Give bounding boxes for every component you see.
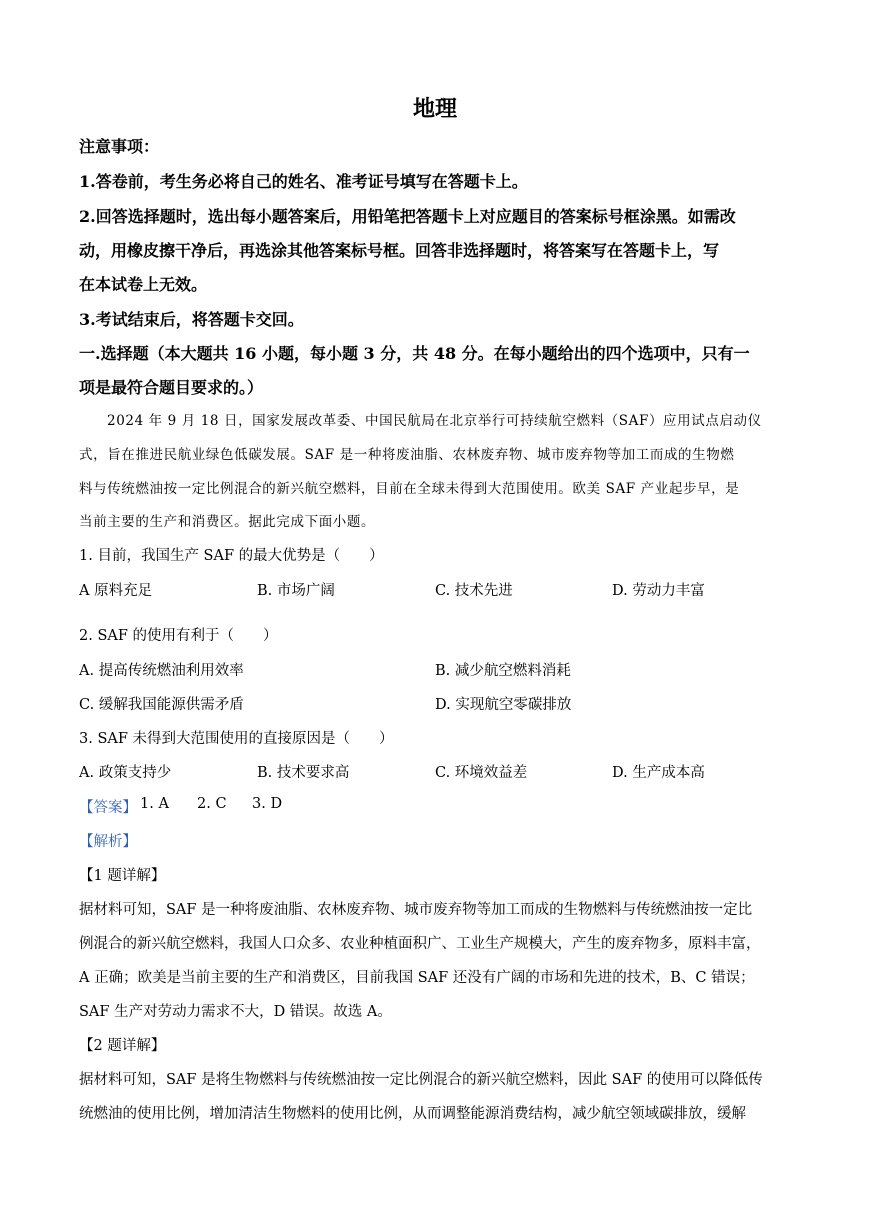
question-3-option-a: A. 政策支持少: [79, 765, 172, 781]
question-1-option-a: A 原料充足: [79, 583, 153, 599]
analysis-tag: 【解析】: [79, 834, 137, 850]
question-1-stem: 1. 目前，我国生产 SAF 的最大优势是（ ）: [79, 548, 384, 564]
passage-line: 料与传统燃油按一定比例混合的新兴航空燃料，目前在全球未得到大范围使用。欧美 SAF 产业起步早，是: [79, 481, 740, 497]
question-3-option-c: C. 环境效益差: [435, 765, 528, 781]
question-2-option-a: A. 提高传统燃油利用效率: [79, 663, 244, 679]
q2-analysis-heading: 【2 题详解】: [79, 1038, 166, 1054]
answer-tag: 【答案】: [79, 800, 137, 816]
notice-item-2-cont: 动，用橡皮擦干净后，再选涂其他答案标号框。回答非选择题时，将答案写在答题卡上，写: [79, 241, 720, 260]
q2-analysis-line: 统燃油的使用比例，增加清洁生物燃料的使用比例，从而调整能源消费结构，减少航空领域碳排放，缓解: [79, 1106, 746, 1122]
notice-item-1: 1.答卷前，考生务必将自己的姓名、准考证号填写在答题卡上。: [79, 172, 528, 191]
passage-line: 式，旨在推进民航业绿色低碳发展。SAF 是一种将废油脂、农林废弃物、城市废弃物等加工而成的生物燃: [79, 447, 735, 463]
q1-analysis-line: 据材料可知，SAF 是一种将废油脂、农林废弃物、城市废弃物等加工而成的生物燃料与传统燃油按一定比: [79, 902, 753, 918]
question-3-option-b: B. 技术要求高: [257, 765, 350, 781]
notice-item-2: 2.回答选择题时，选出每小题答案后，用铅笔把答题卡上对应题目的答案标号框涂黑。如需改: [79, 207, 736, 226]
question-1-option-d: D. 劳动力丰富: [612, 583, 705, 599]
answer-2: 2. C: [197, 796, 227, 812]
passage-line: 当前主要的生产和消费区。据此完成下面小题。: [79, 514, 376, 530]
page-title: 地理: [412, 96, 457, 122]
question-2-option-c: C. 缓解我国能源供需矛盾: [79, 697, 244, 713]
notice-item-2-cont: 在本试卷上无效。: [79, 275, 208, 294]
section-heading: 一.选择题（本大题共 16 小题，每小题 3 分，共 48 分。在每小题给出的四个选项中，只有一: [79, 344, 750, 363]
q1-analysis-heading: 【1 题详解】: [79, 868, 166, 884]
question-3-stem: 3. SAF 未得到大范围使用的直接原因是（ ）: [79, 731, 394, 747]
q2-analysis-line: 据材料可知，SAF 是将生物燃料与传统燃油按一定比例混合的新兴航空燃料，因此 SAF 的使用可以降低传: [79, 1072, 763, 1088]
q1-analysis-line: 例混合的新兴航空燃料，我国人口众多、农业种植面积广、工业生产规模大，产生的废弃物多，原料丰富，: [79, 936, 761, 952]
notice-heading: 注意事项：: [79, 137, 160, 156]
question-3-option-d: D. 生产成本高: [612, 765, 705, 781]
question-1-option-c: C. 技术先进: [435, 583, 513, 599]
question-2-option-b: B. 减少航空燃料消耗: [435, 663, 571, 679]
section-heading-cont: 项是最符合题目要求的。）: [79, 378, 264, 397]
question-2-stem: 2. SAF 的使用有利于（ ）: [79, 628, 278, 644]
answer-3: 3. D: [252, 796, 283, 812]
answer-1: 1. A: [140, 796, 169, 812]
passage-line: 2024 年 9 月 18 日，国家发展改革委、中国民航局在北京举行可持续航空燃料（SAF）应用试点启动仪: [107, 413, 762, 429]
q1-analysis-line: A 正确；欧美是当前主要的生产和消费区，目前我国 SAF 还没有广阔的市场和先进的技术，B、C 错误；: [79, 970, 755, 986]
q1-analysis-line: SAF 生产对劳动力需求不大，D 错误。故选 A。: [79, 1004, 392, 1020]
question-1-option-b: B. 市场广阔: [257, 583, 335, 599]
notice-item-3: 3.考试结束后，将答题卡交回。: [79, 310, 304, 329]
question-2-option-d: D. 实现航空零碳排放: [435, 697, 572, 713]
